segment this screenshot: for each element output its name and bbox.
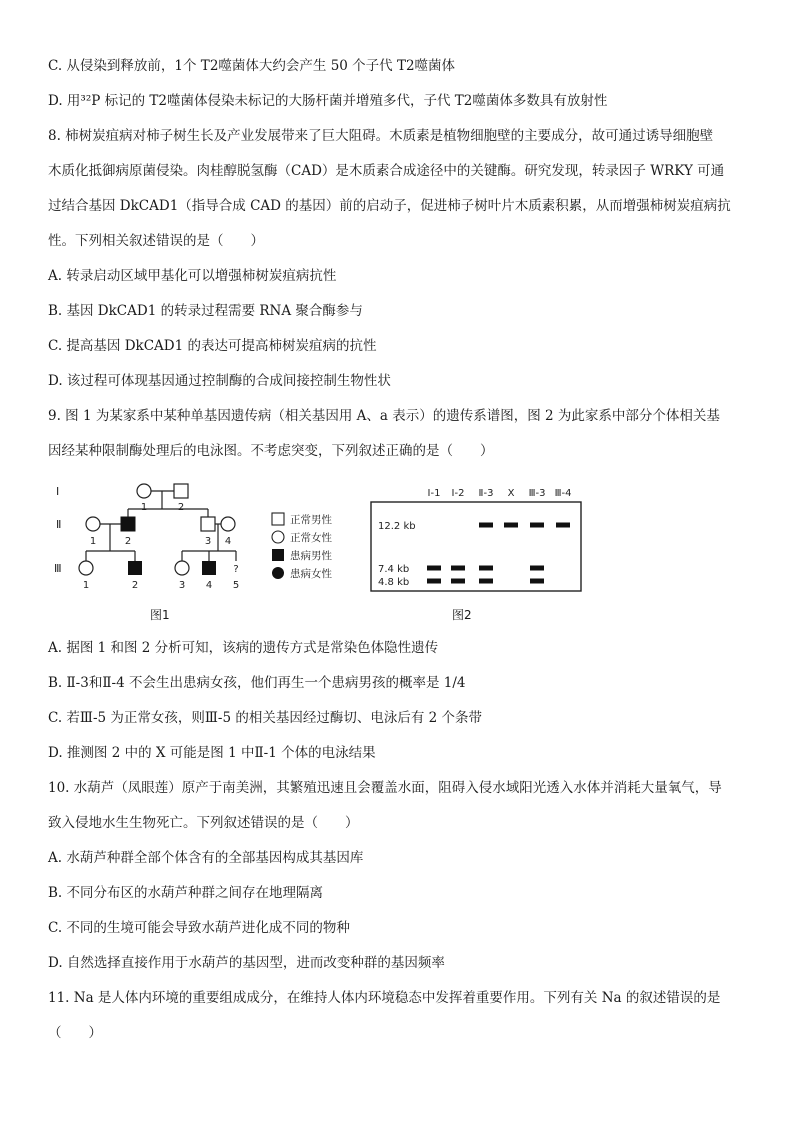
- pedigree-iii1-female-normal: [79, 561, 93, 575]
- legend-label: 患病女性: [290, 568, 332, 580]
- text-line: 过结合基因 DkCAD1（指导合成 CAD 的基因）前的启动子，促进柿子树叶片木质素积累，从而增强柿树炭疽病抗: [48, 198, 731, 214]
- text-line: D. 用³²P 标记的 T2噬菌体侵染未标记的大肠杆菌并增殖多代，子代 T2噬菌体多数具有放射性: [48, 93, 608, 109]
- pedigree-number: 4: [205, 580, 213, 591]
- text-line: D. 自然选择直接作用于水葫芦的基因型，进而改变种群的基因频率: [48, 955, 445, 971]
- gel-band: [504, 523, 518, 528]
- text-line: 木质化抵御病原菌侵染。肉桂醇脱氢酶（CAD）是木质素合成途径中的关键酶。研究发现，转录因子 WRKY 可通: [48, 163, 725, 179]
- text-line: （ ）: [48, 1025, 102, 1041]
- text-line: 8. 柿树炭疽病对柿子树生长及产业发展带来了巨大阻碍。木质素是植物细胞壁的主要成分，故可通过诱导细胞壁: [48, 128, 714, 144]
- gel-band: [479, 566, 493, 571]
- legend-affected-male-icon: [272, 549, 284, 561]
- gen-label-iii: Ⅲ: [54, 562, 62, 575]
- gel-lane-label: Ⅰ-1: [427, 488, 441, 499]
- text-line: C. 若Ⅲ-5 为正常女孩，则Ⅲ-5 的相关基因经过酶切、电泳后有 2 个条带: [48, 710, 483, 726]
- text-line: 性。下列相关叙述错误的是（ ）: [48, 233, 264, 249]
- legend-normal-female-icon: [272, 531, 284, 543]
- legend-normal-male-icon: [272, 513, 284, 525]
- text-line: 10. 水葫芦（凤眼莲）原产于南美洲，其繁殖迅速且会覆盖水面，阻碍入侵水域阳光透入水体并消耗大量氧气，导: [48, 780, 722, 796]
- gel-lane-label: Ⅱ-3: [478, 488, 494, 499]
- pedigree-number: 3: [204, 536, 212, 547]
- pedigree-i2-male-normal: [174, 484, 188, 498]
- gel-band: [427, 579, 441, 584]
- text-line: D. 推测图 2 中的 X 可能是图 1 中Ⅱ-1 个体的电泳结果: [48, 745, 376, 761]
- electrophoresis-figure: [370, 482, 582, 592]
- gel-size-marker: 7.4 kb: [378, 564, 410, 575]
- pedigree-figure: [48, 476, 378, 624]
- gel-band: [451, 579, 465, 584]
- pedigree-number: 1: [82, 580, 90, 591]
- legend-label: 正常男性: [290, 514, 332, 526]
- gel-band: [530, 579, 544, 584]
- figure-1-caption: 图1: [150, 608, 170, 622]
- pedigree-ii1-female-normal: [86, 517, 100, 531]
- gel-band: [427, 566, 441, 571]
- text-line: A. 据图 1 和图 2 分析可知，该病的遗传方式是常染色体隐性遗传: [48, 640, 439, 656]
- text-line: C. 提高基因 DkCAD1 的表达可提高柿树炭疽病的抗性: [48, 338, 377, 354]
- text-line: C. 从侵染到释放前，1个 T2噬菌体大约会产生 50 个子代 T2噬菌体: [48, 58, 456, 74]
- gel-lane-label: Ⅰ-2: [451, 488, 465, 499]
- text-line: B. 不同分布区的水葫芦种群之间存在地理隔离: [48, 885, 324, 901]
- gel-band: [556, 523, 570, 528]
- text-line: 11. Na 是人体内环境的重要组成成分，在维持人体内环境稳态中发挥着重要作用。下列有关 Na 的叙述错误的是: [48, 990, 721, 1006]
- pedigree-iii4-male-affected: [202, 561, 216, 575]
- pedigree-number: 1: [140, 502, 148, 513]
- text-line: C. 不同的生境可能会导致水葫芦进化成不同的物种: [48, 920, 350, 936]
- pedigree-number: 1: [89, 536, 97, 547]
- text-line: B. 基因 DkCAD1 的转录过程需要 RNA 聚合酶参与: [48, 303, 363, 319]
- gen-label-i: Ⅰ: [56, 485, 60, 498]
- text-line: 9. 图 1 为某家系中某种单基因遗传病（相关基因用 A、a 表示）的遗传系谱图，图 2 为此家系中部分个体相关基: [48, 408, 720, 424]
- gel-size-marker: 4.8 kb: [378, 577, 410, 588]
- gel-band: [451, 566, 465, 571]
- text-line: D. 该过程可体现基因通过控制酶的合成间接控制生物性状: [48, 373, 391, 389]
- gel-band: [479, 523, 493, 528]
- pedigree-number: 2: [177, 502, 185, 513]
- pedigree-ii2-male-affected: [121, 517, 135, 531]
- gel-band: [479, 579, 493, 584]
- gel-band: [530, 566, 544, 571]
- gel-band: [530, 523, 544, 528]
- text-line: 因经某种限制酶处理后的电泳图。不考虑突变，下列叙述正确的是（ ）: [48, 443, 494, 459]
- pedigree-unknown: ?: [233, 564, 239, 575]
- legend-label: 正常女性: [290, 532, 332, 544]
- gel-lane-label: Ⅲ-3: [528, 488, 546, 499]
- text-line: A. 水葫芦种群全部个体含有的全部基因构成其基因库: [48, 850, 364, 866]
- pedigree-iii3-female-normal: [175, 561, 189, 575]
- text-line: 致入侵地水生生物死亡。下列叙述错误的是（ ）: [48, 815, 359, 831]
- pedigree-i1-female-normal: [137, 484, 151, 498]
- gel-size-marker: 12.2 kb: [378, 521, 416, 532]
- pedigree-number: 5: [232, 580, 240, 591]
- legend-affected-female-icon: [272, 567, 284, 579]
- pedigree-number: 2: [124, 536, 132, 547]
- text-line: A. 转录启动区域甲基化可以增强柿树炭疽病抗性: [48, 268, 337, 284]
- figure-2-caption: 图2: [452, 608, 472, 622]
- pedigree-number: 3: [178, 580, 186, 591]
- pedigree-number: 2: [131, 580, 139, 591]
- legend-label: 患病男性: [290, 550, 332, 562]
- gel-lane-label: Ⅲ-4: [554, 488, 572, 499]
- pedigree-ii4-female-normal: [221, 517, 235, 531]
- gel-lane-label: X: [507, 488, 515, 499]
- pedigree-iii2-male-affected: [128, 561, 142, 575]
- text-line: B. Ⅱ-3和Ⅱ-4 不会生出患病女孩，他们再生一个患病男孩的概率是 1/4: [48, 675, 466, 691]
- pedigree-ii3-male-normal: [201, 517, 215, 531]
- pedigree-number: 4: [224, 536, 232, 547]
- gen-label-ii: Ⅱ: [56, 518, 62, 531]
